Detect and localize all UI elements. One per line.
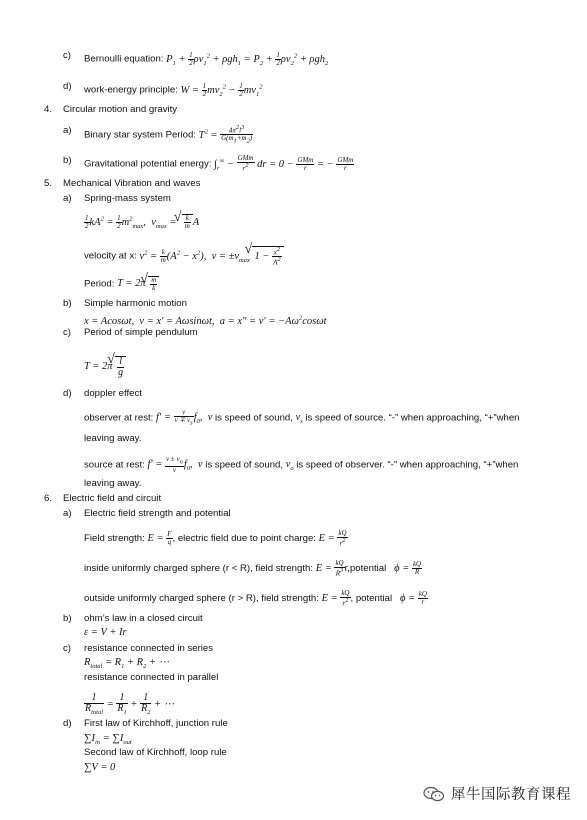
shm-equation: x = Acosωt, v = x′ = Aωsinωt, $a = x'' = v' = -A\omega^2\cos\omega t$ [84,314,327,327]
parallel-title: resistance connected in parallel [84,672,219,683]
item-title: Spring-mass system [84,193,171,204]
item-label: a) [63,193,72,204]
observer-rest-line: observer at rest: f′ = $\frac{v}{v \mp v_s}$ $f_0$, v is speed of sound, $v_s$ is speed of source. “-” when approaching, “+”when [84,408,520,427]
field-strength-line: Field strength: E = $\frac{F}{q}$ , electric field due to point charge: E = $\frac{kQ}{r^2}$ [84,529,347,548]
item-title: Simple harmonic motion [84,298,187,309]
work-energy-line: work-energy principle: W = $\frac{1}{2}$ $mv_2^2$ − $\frac{1}{2}$ $mv_1^2$ [84,81,263,98]
spring-period-line: Period: T = 2π √ $\frac{m}{k}$ [84,276,159,292]
section-title: Mechanical Vibration and waves [63,178,201,189]
item-title: First law of Kirchhoff, junction rule [84,718,228,729]
item-title: Electric field strength and potential [84,508,231,519]
observer-rest-cont: leaving away. [84,433,142,444]
kirchhoff2-equation: ∑V = 0 [84,762,116,773]
source-rest-line: source at rest: f′ = $\frac{v \pm v_o}{v}$ $f_0$, v is speed of sound, $v_o$ is speed of observer. “-” when approaching, “+”when [84,455,519,474]
outside-sphere-line: outside uniformly charged sphere (r > R), field strength: E = $\frac{kQ}{r^2}$ , potential ϕ = $\frac{kQ}{r}$ [84,589,427,608]
item-title: resistance connected in series [84,643,214,654]
source-rest-cont: leaving away. [84,478,142,489]
item-label: b) [63,155,72,166]
watermark [423,783,571,804]
item-label: b) [63,298,72,309]
watermark-text: 犀牛国际教育课程 [451,787,571,803]
grav-potential-line: Gravitational potential energy: $\int_r^\infty$ − $\frac{\text{GMm}}{r^2}$ dr = 0 − $\frac{\text{GMm}}{r}$ = − $\frac{\text{GMm}}{r}$ [84,154,354,173]
wechat-icon [423,786,445,802]
kirchhoff1-equation: $\sum I_{in} = \sum I_{out}$ [84,733,132,747]
item-title: Period of simple pendulum [84,327,198,338]
section-number: 6. [44,493,53,504]
item-label: c) [63,327,71,338]
velocity-line: velocity at x: $v^2$ = $\frac{k}{m}$ $(A^2 - x^2)$, $v = \pm v_{max}$ √ 1 − $\frac{x^2}{A^2}$ [84,246,284,267]
section-title: Electric field and circuit [63,493,162,504]
series-equation: $R_{total} = R_1 + R_2$ + ⋯ [84,657,170,671]
section-title: Circular motion and gravity [63,104,178,115]
item-label: c) [63,50,71,61]
item-label: d) [63,388,72,399]
section-number: 4. [44,104,53,115]
pendulum-equation: T = 2π √ $\frac{l}{g}$ [84,356,126,378]
ohm-equation: ε = V + Ir [84,627,127,638]
item-label: d) [63,718,72,729]
item-title: doppler effect [84,388,142,399]
inside-sphere-line: inside uniformly charged sphere (r < R), field strength: E = $\frac{kQ}{R^3}$ r,potential ϕ = $\frac{kQ}{R}$ [84,559,422,578]
item-label: b) [63,613,72,624]
kirchhoff2-title: Second law of Kirchhoff, loop rule [84,747,227,758]
bernoulli-line: Bernoulli equation: $P_1$ + $\frac{1}{2}$ $\rho v_1^2 + \rho gh_1 = P_2$ + $\frac{1}{2}$ $\rho v_2^2 + \rho gh_2$ [84,50,329,67]
item-label: c) [63,643,71,654]
item-label: a) [63,125,72,136]
spring-energy-line: $\frac{1}{2}$ $kA^2$ = $\frac{1}{2}$ $m^2_{max}$, $v_{max}$ = √ $\frac{k}{m}$ A [84,213,199,233]
item-label: d) [63,81,72,92]
item-label: a) [63,508,72,519]
item-title: ohm’s law in a closed circuit [84,613,203,624]
parallel-equation: $\frac{1}{R_{total}}$ = $\frac{1}{R_1}$ + $\frac{1}{R_2}$ + ⋯ [85,692,175,716]
binary-star-line: Binary star system Period: $T^2$ = $\frac{4\pi^2l^3}{G(m_1+m_2)}$ [84,124,253,145]
section-number: 5. [44,178,53,189]
